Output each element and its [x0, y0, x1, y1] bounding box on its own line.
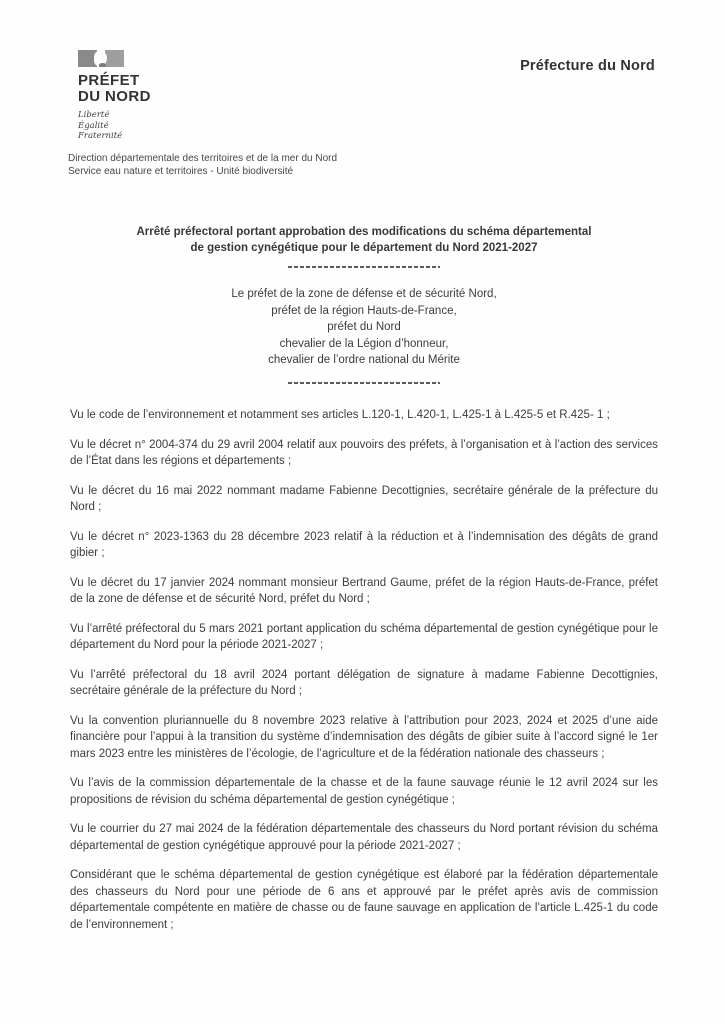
- authority-line: préfet du Nord: [327, 321, 401, 333]
- dashed-rule: [288, 266, 440, 268]
- body-paragraph: Vu le courrier du 27 mai 2024 de la fédération départementale des chasseurs du Nord portant révision du schéma départemental de gestion cynégétique approuvé pour la période 2021-2027 ;: [70, 823, 658, 852]
- service-line-direction: Direction départementale des territoires et de la mer du Nord: [68, 153, 338, 164]
- body-paragraph: Vu la convention pluriannuelle du 8 novembre 2023 relative à l’attribution pour 2023, 2024 et 2025 d’une aide financière pour l’appui à la transition du système d’indemnisation des dégâts de gibier suite à l’accord signé le 1er mars 2023 entre les ministères de l’écologie, de l’agriculture et de la fédération nationale des chasseurs ;: [70, 714, 658, 760]
- authority-block: [70, 286, 658, 369]
- body-paragraph: Considérant que le schéma départemental de gestion cynégétique est élaboré par la fédération départementale des chasseurs du Nord pour une période de 6 ans et approuvé par le préfet après avis de commission départementale compétente en matière de chasse ou de faune sauvage en application de l’article L.425-1 du code de l’environnement ;: [70, 869, 658, 931]
- authority-line: préfet de la région Hauts-de-France,: [271, 304, 457, 317]
- authority-line: chevalier de l’ordre national du Mérite: [268, 354, 460, 366]
- body-paragraph: Vu le décret n° 2023-1363 du 28 décembre 2023 relatif à la réduction et à l’indemnisation des dégâts de grand gibier ;: [70, 530, 658, 559]
- flag-right-block: [105, 50, 124, 67]
- motto-line-fraternite: Fraternité: [78, 131, 123, 141]
- document-title-line1: Arrêté préfectoral portant approbation des modifications du schéma départemental: [136, 226, 592, 238]
- logo-title-line1: PRÉFET: [78, 72, 140, 89]
- marianne-collar-mark: [99, 63, 106, 67]
- body-paragraph: Vu l’avis de la commission départementale de la chasse et de la faune sauvage réunie le 12 avril 2024 sur les propositions de révision du schéma départemental de gestion cynégétique ;: [70, 777, 658, 806]
- french-flag-marianne-icon: [78, 50, 124, 67]
- issuing-service-block: [68, 152, 337, 178]
- authority-line: chevalier de la Légion d’honneur,: [279, 337, 449, 350]
- body-paragraph: Vu le décret du 16 mai 2022 nommant madame Fabienne Decottignies, secrétaire générale de la préfecture du Nord ;: [70, 484, 658, 513]
- prefet-du-nord-logo: [78, 50, 258, 142]
- document-body: [70, 407, 658, 946]
- logo-title-line2: DU NORD: [78, 87, 151, 105]
- prefecture-title: Préfecture du Nord: [520, 58, 655, 74]
- document-title: [70, 224, 658, 256]
- document-title-line2: de gestion cynégétique pour le département du Nord 2021-2027: [190, 242, 538, 254]
- separator-line-bottom: [70, 382, 658, 384]
- separator-line-top: [70, 266, 658, 268]
- body-paragraph: Vu le décret du 17 janvier 2024 nommant monsieur Bertrand Gaume, préfet de la région Hauts-de-France, préfet de la zone de défense et de sécurité Nord, préfet du Nord ;: [70, 576, 658, 605]
- body-paragraph: Vu l’arrêté préfectoral du 5 mars 2021 portant application du schéma départemental de gestion cynégétique pour le département du Nord pour la période 2021-2027 ;: [70, 622, 658, 651]
- body-paragraph: Vu le décret n° 2004-374 du 29 avril 2004 relatif aux pouvoirs des préfets, à l’organisation et à l’action des services de l’État dans les régions et départements ;: [70, 438, 658, 467]
- motto-line-egalite: Égalité: [78, 120, 109, 131]
- motto-line-liberte: Liberté: [78, 110, 110, 120]
- service-line-unite: Service eau nature et territoires - Unité biodiversité: [68, 166, 294, 177]
- body-paragraph: Vu l’arrêté préfectoral du 18 avril 2024 portant délégation de signature à madame Fabienne Decottignies, secrétaire générale de la préfecture du Nord ;: [70, 668, 658, 697]
- body-paragraph: Vu le code de l’environnement et notamment ses articles L.120-1, L.420-1, L.425-1 à L.425-5 et R.425- 1 ;: [70, 409, 610, 421]
- authority-line: Le préfet de la zone de défense et de sécurité Nord,: [231, 288, 497, 300]
- republic-motto: [78, 110, 258, 142]
- dashed-rule: [288, 382, 440, 384]
